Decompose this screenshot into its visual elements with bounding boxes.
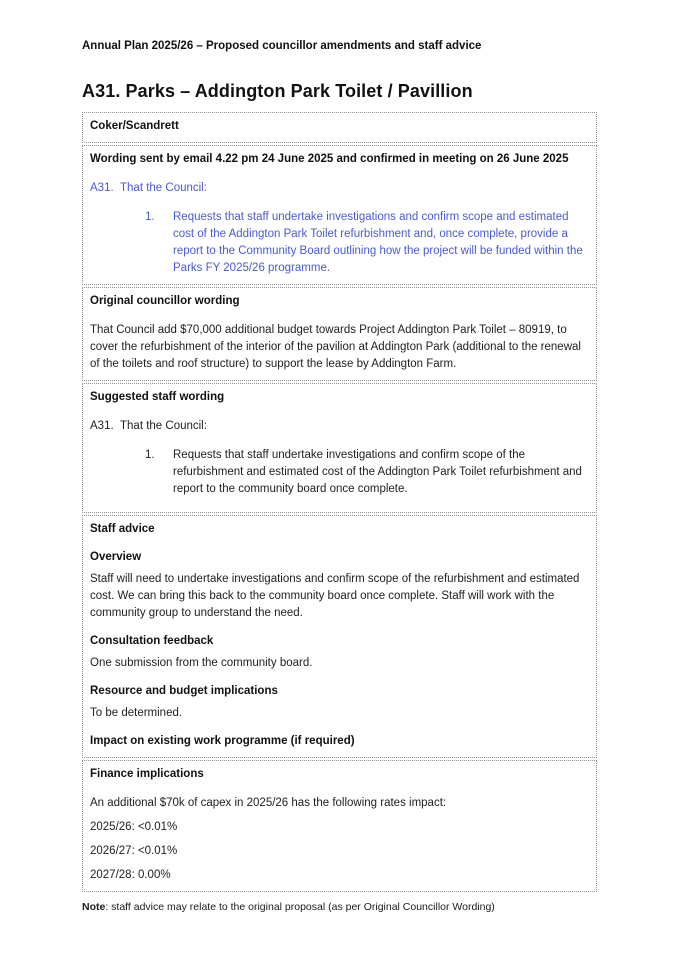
suggested-wording-heading: Suggested staff wording [90,391,225,404]
original-wording-body: That Council add $70,000 additional budget towards Project Addington Park Toilet – 80919, to cover the refurbishment of the interior of the pavilion at Addington Park (additional to the renewal of the toilets and roof structure) to support the lease by Addington Farm. [90,324,581,371]
page-title: A31. Parks – Addington Park Toilet / Pavillion [82,81,473,101]
clause-line [90,180,586,197]
clause-line [90,418,586,435]
finance-heading: Finance implications [90,768,204,781]
finance-intro: An additional $70k of capex in 2025/26 has the following rates impact: [90,797,447,810]
row-finance-implications [82,760,597,892]
movers-label: Coker/Scandrett [90,120,179,132]
row-movers [82,112,597,143]
item-number: 1. [145,211,155,224]
subsection-body: To be determined. [90,707,183,720]
numbered-item [90,209,586,277]
item-number: 1. [145,449,155,462]
footnote-text: : staff advice may relate to the original proposal (as per Original Councillor Wording) [105,901,495,913]
row-staff-advice [82,515,597,758]
clause-ref: A31. [90,182,114,195]
staff-advice-heading: Staff advice [90,523,155,536]
document-header: Annual Plan 2025/26 – Proposed councillor amendments and staff advice [82,40,482,52]
item-text: Requests that staff undertake investigations and confirm scope and estimated cost of the Addington Park Toilet refurbishment and, once complete, provide a report to the Community Board outlining how the project will be funded within the Parks FY 2025/26 programme. [173,211,583,275]
wording-confirmed-heading: Wording sent by email 4.22 pm 24 June 2025 and confirmed in meeting on 26 June 2025 [90,153,569,166]
amendment-table [82,112,597,894]
clause-intro: That the Council: [120,420,207,433]
item-text: Requests that staff undertake investigations and confirm scope of the refurbishment and estimated cost of the Addington Park Toilet refurbishment and report to the community board once complete. [173,449,582,496]
footnote [82,901,635,913]
numbered-item [90,447,586,498]
subsection-label: Overview [90,551,142,564]
subsection-label: Impact on existing work programme (if required) [90,735,355,748]
row-wording-confirmed [82,145,597,285]
subsection-body: Staff will need to undertake investigations and confirm scope of the refurbishment and estimated cost. We can bring this back to the community board once complete. Staff will work with the community group to understand the need. [90,573,580,620]
clause-ref: A31. [90,420,114,433]
rates-line: 2026/27: <0.01% [90,845,178,858]
subsection-label: Consultation feedback [90,635,214,648]
rates-line: 2025/26: <0.01% [90,821,178,834]
row-suggested-wording [82,383,597,513]
row-original-wording [82,287,597,381]
original-wording-heading: Original councillor wording [90,295,240,308]
footnote-label: Note [82,901,106,913]
subsection-body: One submission from the community board. [90,657,313,670]
rates-line: 2027/28: 0.00% [90,869,171,882]
subsection-label: Resource and budget implications [90,685,278,698]
clause-intro: That the Council: [120,182,207,195]
